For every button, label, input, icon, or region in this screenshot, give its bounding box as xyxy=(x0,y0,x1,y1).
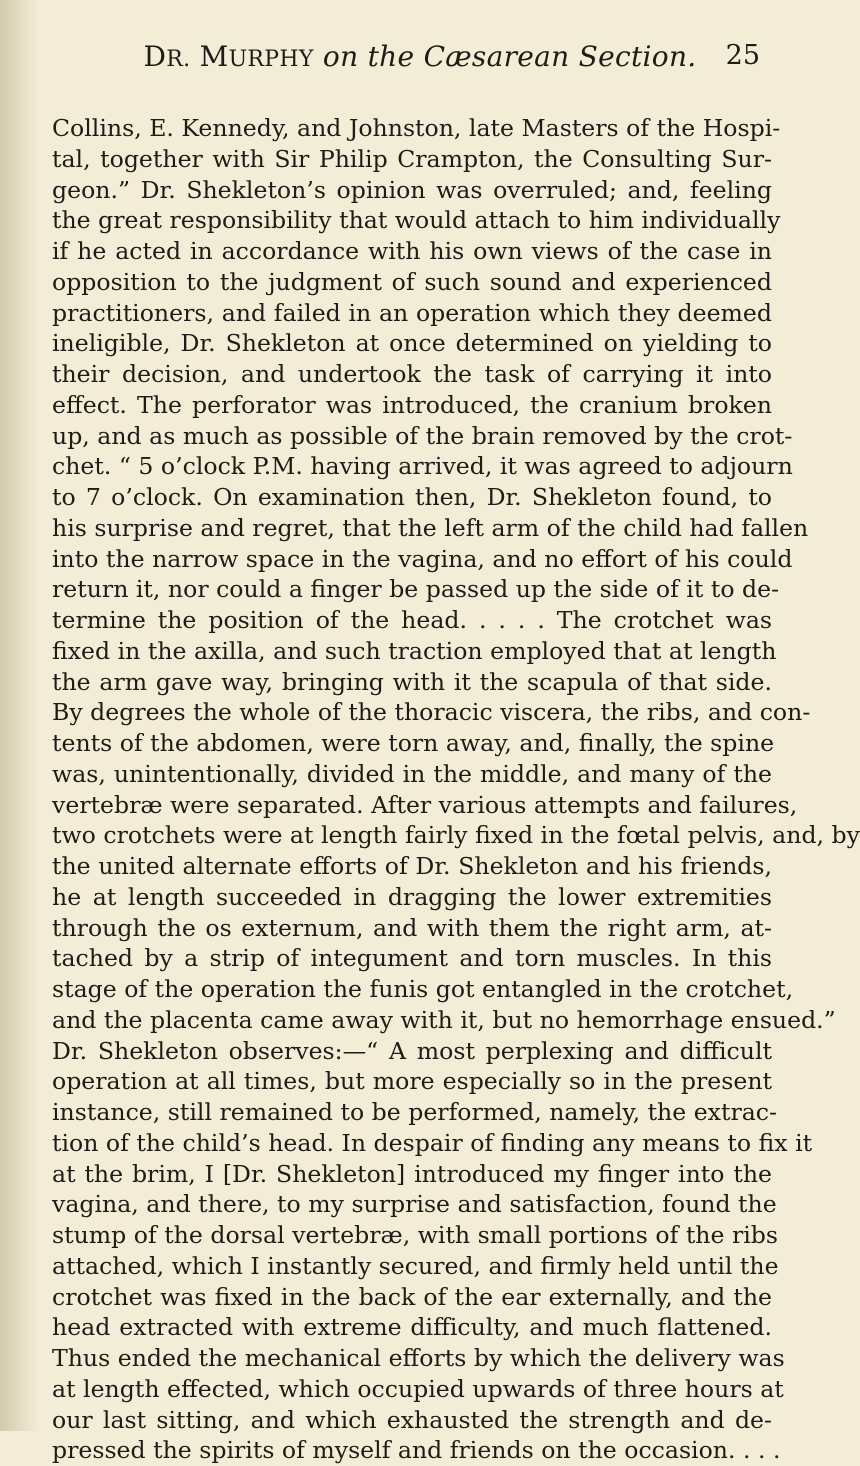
text-line: ineligible, Dr. Shekleton at once determined on yielding to xyxy=(52,329,772,358)
text-line: was, unintentionally, divided in the middle, and many of the xyxy=(52,759,772,788)
page-number: 25 xyxy=(725,40,760,71)
author-initial: M xyxy=(199,40,229,73)
text-line: By degrees the whole of the thoracic viscera, the ribs, and con- xyxy=(52,698,811,727)
text-line: crotchet was fixed in the back of the ear externally, and the xyxy=(52,1282,772,1311)
text-line: instance, still remained to be performed, namely, the extrac- xyxy=(52,1098,777,1126)
text-line: geon.” Dr. Shekleton’s opinion was overruled; and, feeling xyxy=(52,175,772,204)
page-edge-shadow xyxy=(0,0,38,1431)
text-line: head extracted with extreme difficulty, and much flattened. xyxy=(52,1313,772,1342)
text-line: tached by a strip of integument and torn muscles. In this xyxy=(52,944,772,973)
text-line: through the os externum, and with them the right arm, at- xyxy=(52,913,772,942)
text-line: up, and as much as possible of the brain removed by the crot- xyxy=(52,421,793,450)
text-line: operation at all times, but more especially so in the present xyxy=(52,1067,772,1096)
text-line: Thus ended the mechanical efforts by which the delivery was xyxy=(52,1344,785,1372)
text-line: tal, together with Sir Philip Crampton, the Consulting Sur- xyxy=(52,144,772,173)
text-line: the great responsibility that would attach to him individually xyxy=(52,206,781,235)
text-line: effect. The perforator was introduced, the cranium broken xyxy=(52,390,772,419)
text-line: at length effected, which occupied upwards of three hours at xyxy=(52,1374,784,1403)
text-line: Collins, E. Kennedy, and Johnston, late Masters of the Hospi- xyxy=(52,114,781,142)
text-line: two crotchets were at length fairly fixed in the fœtal pelvis, and, by xyxy=(52,821,860,850)
text-line: he at length succeeded in dragging the lower extremities xyxy=(52,882,772,911)
text-line: our last sitting, and which exhausted the strength and de- xyxy=(52,1405,772,1434)
text-line: into the narrow space in the vagina, and no effort of his could xyxy=(52,544,793,573)
body-text xyxy=(52,113,860,1466)
title-subject: the Cæsarean Section. xyxy=(367,40,697,73)
running-head xyxy=(140,40,700,73)
text-line: their decision, and undertook the task of carrying it into xyxy=(52,360,772,388)
text-line: the arm gave way, bringing with it the scapula of that side. xyxy=(52,667,772,696)
title-on: on xyxy=(322,40,359,73)
text-line: the united alternate efforts of Dr. Shekleton and his friends, xyxy=(52,852,772,880)
text-line: stage of the operation the funis got entangled in the crotchet, xyxy=(52,975,794,1003)
text-line: Dr. Shekleton observes:—“ A most perplexing and difficult xyxy=(52,1036,772,1065)
text-line: pressed the spirits of myself and friends on the occasion. . . . xyxy=(52,1436,781,1465)
text-line: opposition to the judgment of such sound and experienced xyxy=(52,267,772,296)
text-line: if he acted in accordance with his own views of the case in xyxy=(52,237,772,265)
text-line: attached, which I instantly secured, and firmly held until the xyxy=(52,1251,779,1280)
text-line: and the placenta came away with it, but no hemorrhage ensued.” xyxy=(52,1005,836,1034)
text-line: practitioners, and failed in an operation which they deemed xyxy=(52,298,772,327)
text-line: tents of the abdomen, were torn away, and, finally, the spine xyxy=(52,729,775,757)
text-line: vagina, and there, to my surprise and satisfaction, found the xyxy=(52,1190,777,1219)
author-rest: URPHY xyxy=(228,47,314,72)
text-line: tion of the child’s head. In despair of finding any means to fix it xyxy=(52,1128,813,1157)
text-line: to 7 o’clock. On examination then, Dr. Shekleton found, to xyxy=(52,483,772,511)
text-line: at the brim, I [Dr. Shekleton] introduced my finger into the xyxy=(52,1159,772,1188)
author-prefix-initial: D xyxy=(143,40,167,73)
text-line: termine the position of the head. . . . . The crotchet was xyxy=(52,606,772,634)
text-line: chet. “ 5 o’clock P.M. having arrived, it was agreed to adjourn xyxy=(52,452,793,481)
author-prefix-rest: R. xyxy=(166,47,191,72)
page-header xyxy=(140,40,760,80)
text-line: return it, nor could a finger be passed up the side of it to de- xyxy=(52,575,780,604)
text-line: fixed in the axilla, and such traction employed that at length xyxy=(52,636,777,665)
text-line: vertebræ were separated. After various attempts and failures, xyxy=(52,790,798,819)
text-line: his surprise and regret, that the left arm of the child had fallen xyxy=(52,513,809,542)
text-line: stump of the dorsal vertebræ, with small portions of the ribs xyxy=(52,1221,779,1249)
